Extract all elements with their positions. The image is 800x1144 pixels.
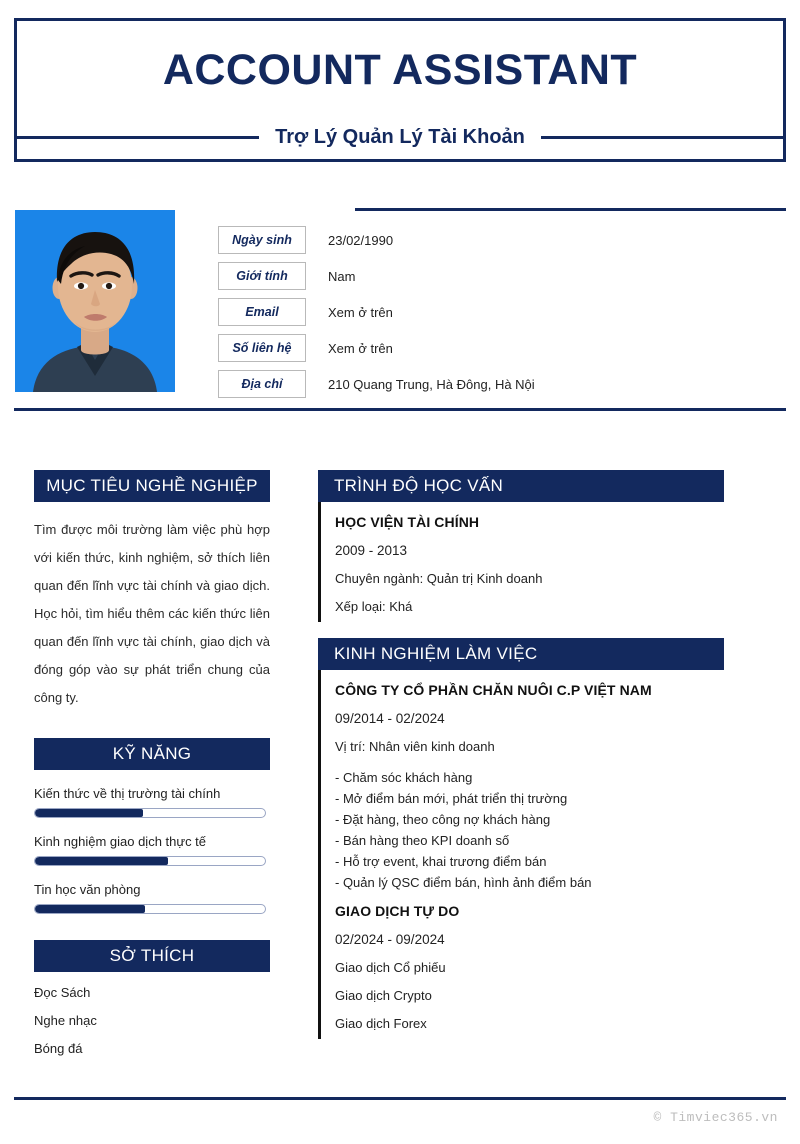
info-row [218,366,738,402]
skill-item [34,786,270,818]
skill-progress-track [34,856,266,866]
experience-bullets [335,767,724,893]
skill-progress-fill [35,905,145,913]
section-header-education: TRÌNH ĐỘ HỌC VẤN [318,470,724,502]
bullet-item: - Hỗ trợ event, khai trương điểm bán [335,854,547,869]
objective-text: Tìm được môi trường làm việc phù hợp với kiến thức, kinh nghiệm, sở thích liên quan đến lĩnh vực tài chính và giao dịch. Học hỏi, tìm hiểu thêm các kiến thức liên quan đến lĩnh vực tài chính, giao dịch và đóng góp vào sự phát triển chung của công ty. [34,522,270,705]
experience-dates: 09/2014 - 02/2024 [335,711,445,726]
info-label: Địa chỉ [218,370,306,398]
hobby-item: Bóng đá [34,1041,83,1056]
skills-section [34,738,270,914]
info-value: Xem ở trên [328,340,393,356]
info-value: Xem ở trên [328,304,393,320]
experience-company: GIAO DỊCH TỰ DO [335,903,460,919]
bullet-item: - Quản lý QSC điểm bán, hình ảnh điểm bán [335,875,592,890]
subtitle-rule-right [541,136,786,139]
skill-item [34,882,270,914]
section-header-hobbies: SỞ THÍCH [34,940,270,972]
bullet-item: - Mở điểm bán mới, phát triển thị trường [335,791,568,806]
subtitle-rule-left [14,136,259,139]
experience-entry [318,901,724,1039]
left-column [34,470,270,1056]
hobby-item: Nghe nhạc [34,1013,97,1028]
experience-line: Giao dịch Cổ phiếu [335,960,446,975]
info-label: Ngày sinh [218,226,306,254]
bullet-item: - Đặt hàng, theo công nợ khách hàng [335,812,551,827]
header-subtitle-row [14,127,786,147]
info-bottom-divider [14,408,786,411]
experience-position: Vị trí: Nhân viên kinh doanh [335,739,495,754]
experience-company: CÔNG TY CỔ PHẦN CHĂN NUÔI C.P VIỆT NAM [335,682,652,698]
education-dates: 2009 - 2013 [335,543,408,558]
education-school: HỌC VIỆN TÀI CHÍNH [335,514,480,530]
section-header-objective: MỤC TIÊU NGHỀ NGHIỆP [34,470,270,502]
info-label: Số liên hệ [218,334,306,362]
experience-dates: 02/2024 - 09/2024 [335,932,445,947]
skill-name: Tin học văn phòng [34,882,141,897]
education-major: Chuyên ngành: Quản trị Kinh doanh [335,571,543,586]
info-top-divider [355,208,786,211]
skill-name: Kiến thức về thị trường tài chính [34,786,221,801]
info-value: 210 Quang Trung, Hà Đông, Hà Nội [328,376,535,392]
bullet-item: - Bán hàng theo KPI doanh số [335,833,510,848]
education-entry [318,502,724,622]
skill-progress-fill [35,809,143,817]
info-row [218,294,738,330]
hobby-item: Đọc Sách [34,985,91,1000]
skill-progress-track [34,904,266,914]
experience-line: Giao dịch Forex [335,1016,427,1031]
footer-divider [14,1097,786,1100]
avatar [15,210,175,392]
section-header-experience: KINH NGHIỆM LÀM VIỆC [318,638,724,670]
info-row [218,222,738,258]
skill-progress-fill [35,857,168,865]
experience-entry [318,670,724,901]
section-spacer [318,622,724,638]
info-value: 23/02/1990 [328,232,394,248]
personal-info-table [218,222,738,402]
experience-line: Giao dịch Crypto [335,988,432,1003]
education-grade: Xếp loại: Khá [335,599,413,614]
info-row [218,258,738,294]
info-label: Email [218,298,306,326]
watermark: © Timviec365.vn [653,1110,778,1125]
bullet-item: - Chăm sóc khách hàng [335,770,473,785]
header-subtitle: Trợ Lý Quản Lý Tài Khoản [259,127,541,147]
section-header-skills: KỸ NĂNG [34,738,270,770]
hobbies-section [34,940,270,1056]
skill-name: Kinh nghiệm giao dịch thực tế [34,834,207,849]
skill-progress-track [34,808,266,818]
skill-item [34,834,270,866]
right-column [318,470,724,1039]
page-title: ACCOUNT ASSISTANT [162,46,638,94]
info-row [218,330,738,366]
info-label: Giới tính [218,262,306,290]
info-value: Nam [328,268,356,284]
